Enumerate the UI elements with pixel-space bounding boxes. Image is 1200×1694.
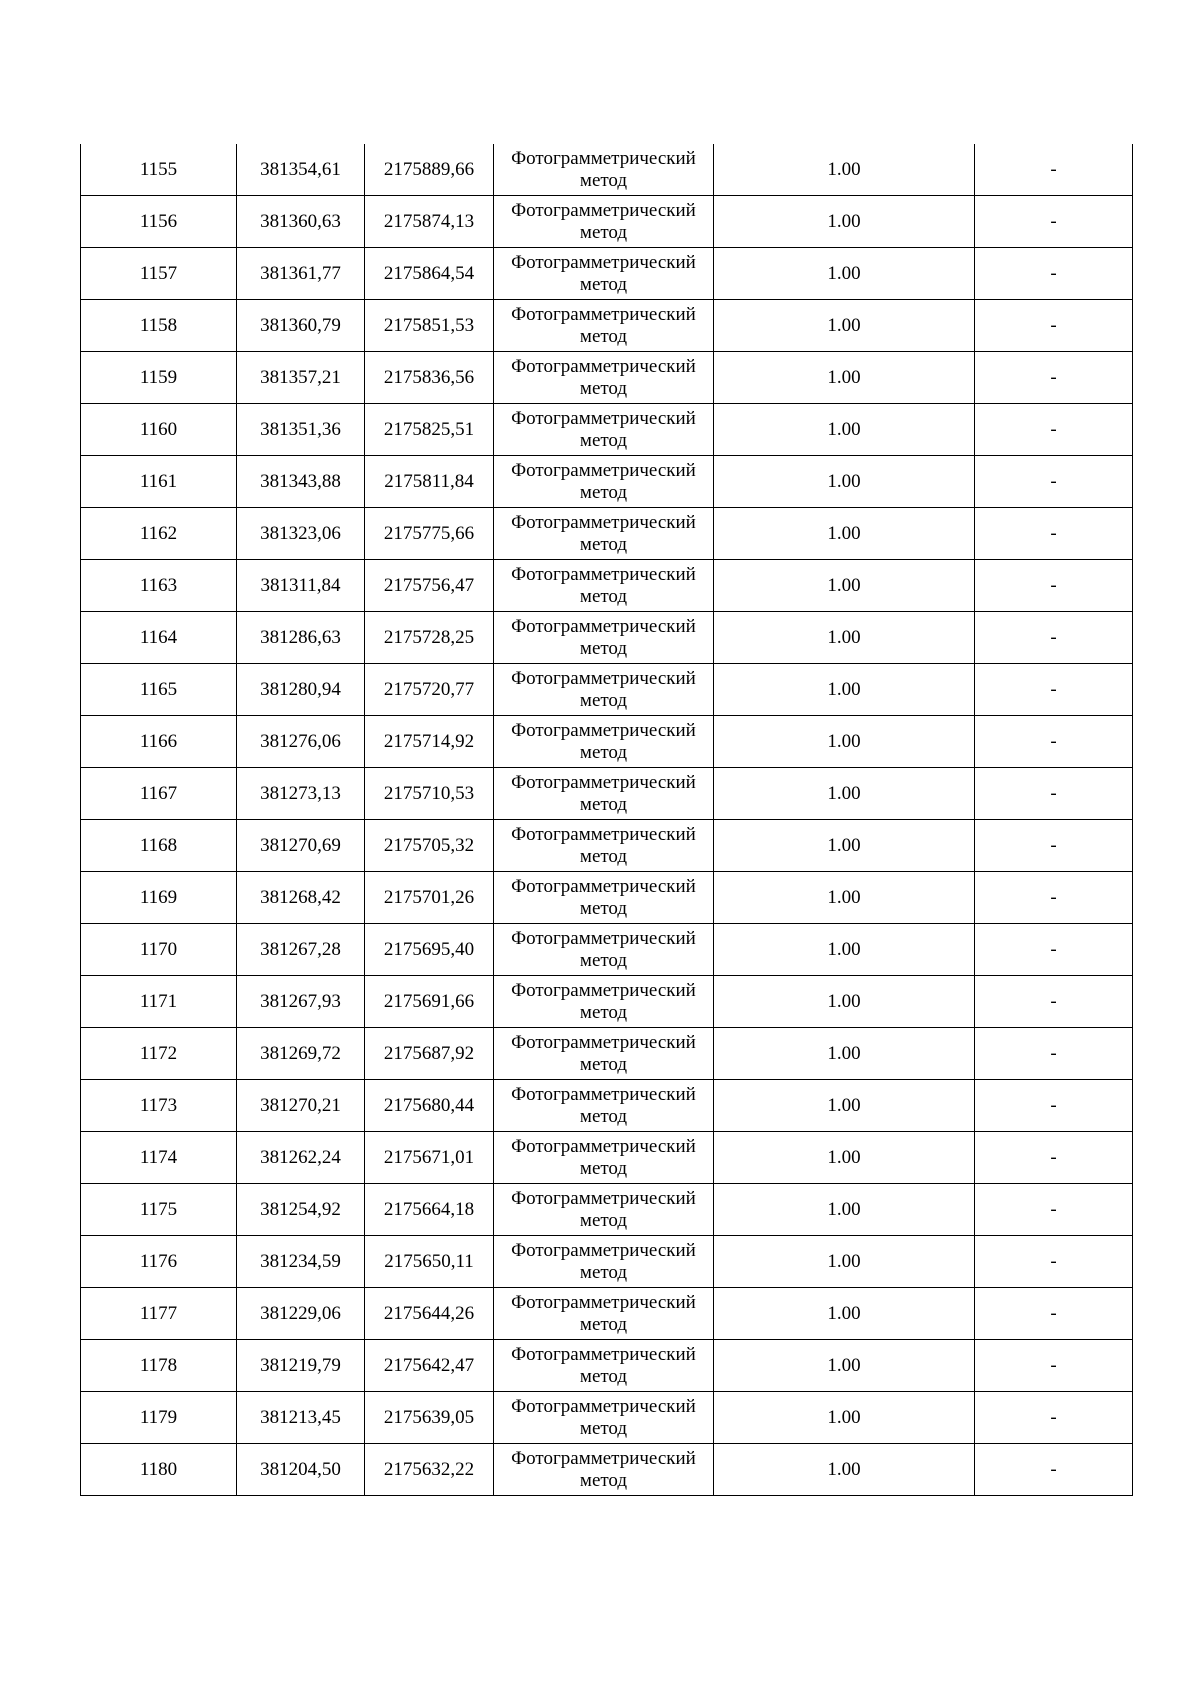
accuracy-cell: 1.00: [714, 1184, 975, 1236]
method-line-1: Фотограмметрический: [511, 303, 696, 325]
accuracy-cell: 1.00: [714, 820, 975, 872]
method-cell: [494, 352, 714, 404]
table-row: [81, 976, 1133, 1028]
note-cell: -: [975, 1132, 1133, 1184]
note-cell: -: [975, 560, 1133, 612]
x-coordinate-cell: 381354,61: [237, 144, 365, 196]
x-coordinate-cell: 381262,24: [237, 1132, 365, 1184]
x-coordinate-cell: 381311,84: [237, 560, 365, 612]
point-number-cell: 1178: [81, 1340, 237, 1392]
method-cell: [494, 1288, 714, 1340]
point-number-cell: 1173: [81, 1080, 237, 1132]
accuracy-cell: 1.00: [714, 300, 975, 352]
accuracy-cell: 1.00: [714, 560, 975, 612]
table-row: [81, 1080, 1133, 1132]
y-coordinate-cell: 2175664,18: [365, 1184, 494, 1236]
y-coordinate-cell: 2175705,32: [365, 820, 494, 872]
x-coordinate-cell: 381357,21: [237, 352, 365, 404]
method-line-1: Фотограмметрический: [511, 1083, 696, 1105]
note-cell: -: [975, 1184, 1133, 1236]
note-cell: -: [975, 976, 1133, 1028]
method-line-1: Фотограмметрический: [511, 667, 696, 689]
y-coordinate-cell: 2175710,53: [365, 768, 494, 820]
table-body: [81, 144, 1133, 1496]
note-cell: -: [975, 196, 1133, 248]
y-coordinate-cell: 2175874,13: [365, 196, 494, 248]
accuracy-cell: 1.00: [714, 1340, 975, 1392]
table-row: [81, 612, 1133, 664]
accuracy-cell: 1.00: [714, 1444, 975, 1496]
x-coordinate-cell: 381213,45: [237, 1392, 365, 1444]
method-line-1: Фотограмметрический: [511, 407, 696, 429]
method-cell: [494, 456, 714, 508]
method-cell: [494, 300, 714, 352]
accuracy-cell: 1.00: [714, 196, 975, 248]
table-row: [81, 1028, 1133, 1080]
method-line-2: метод: [579, 897, 628, 919]
x-coordinate-cell: 381234,59: [237, 1236, 365, 1288]
method-line-2: метод: [579, 741, 628, 763]
table-row: [81, 1288, 1133, 1340]
method-line-1: Фотограмметрический: [511, 511, 696, 533]
note-cell: -: [975, 1444, 1133, 1496]
method-line-1: Фотограмметрический: [511, 1239, 696, 1261]
method-cell: [494, 664, 714, 716]
x-coordinate-cell: 381270,69: [237, 820, 365, 872]
method-line-2: метод: [579, 1157, 628, 1179]
note-cell: -: [975, 716, 1133, 768]
method-cell: [494, 1236, 714, 1288]
method-cell: [494, 1340, 714, 1392]
method-cell: [494, 1444, 714, 1496]
table-row: [81, 508, 1133, 560]
method-line-1: Фотограмметрический: [511, 1447, 696, 1469]
method-line-2: метод: [579, 1001, 628, 1023]
accuracy-cell: 1.00: [714, 1236, 975, 1288]
method-line-1: Фотограмметрический: [511, 1187, 696, 1209]
point-number-cell: 1158: [81, 300, 237, 352]
point-number-cell: 1169: [81, 872, 237, 924]
method-line-2: метод: [579, 377, 628, 399]
method-line-1: Фотограмметрический: [511, 615, 696, 637]
x-coordinate-cell: 381204,50: [237, 1444, 365, 1496]
point-number-cell: 1162: [81, 508, 237, 560]
method-line-2: метод: [579, 585, 628, 607]
note-cell: -: [975, 1080, 1133, 1132]
y-coordinate-cell: 2175775,66: [365, 508, 494, 560]
note-cell: -: [975, 456, 1133, 508]
y-coordinate-cell: 2175864,54: [365, 248, 494, 300]
accuracy-cell: 1.00: [714, 1028, 975, 1080]
note-cell: -: [975, 248, 1133, 300]
point-number-cell: 1161: [81, 456, 237, 508]
note-cell: -: [975, 144, 1133, 196]
table-row: [81, 404, 1133, 456]
method-line-2: метод: [579, 325, 628, 347]
y-coordinate-cell: 2175632,22: [365, 1444, 494, 1496]
point-number-cell: 1172: [81, 1028, 237, 1080]
x-coordinate-cell: 381343,88: [237, 456, 365, 508]
note-cell: -: [975, 768, 1133, 820]
accuracy-cell: 1.00: [714, 1288, 975, 1340]
method-line-2: метод: [579, 1261, 628, 1283]
point-number-cell: 1179: [81, 1392, 237, 1444]
accuracy-cell: 1.00: [714, 768, 975, 820]
accuracy-cell: 1.00: [714, 1132, 975, 1184]
note-cell: -: [975, 1392, 1133, 1444]
x-coordinate-cell: 381351,36: [237, 404, 365, 456]
y-coordinate-cell: 2175639,05: [365, 1392, 494, 1444]
table-row: [81, 716, 1133, 768]
method-cell: [494, 508, 714, 560]
method-line-1: Фотограмметрический: [511, 355, 696, 377]
method-cell: [494, 872, 714, 924]
x-coordinate-cell: 381286,63: [237, 612, 365, 664]
note-cell: -: [975, 924, 1133, 976]
method-cell: [494, 820, 714, 872]
method-line-1: Фотограмметрический: [511, 1395, 696, 1417]
accuracy-cell: 1.00: [714, 508, 975, 560]
point-number-cell: 1174: [81, 1132, 237, 1184]
note-cell: -: [975, 872, 1133, 924]
method-cell: [494, 404, 714, 456]
note-cell: -: [975, 300, 1133, 352]
table-row: [81, 1236, 1133, 1288]
method-line-1: Фотограмметрический: [511, 875, 696, 897]
y-coordinate-cell: 2175701,26: [365, 872, 494, 924]
method-cell: [494, 976, 714, 1028]
accuracy-cell: 1.00: [714, 1392, 975, 1444]
method-cell: [494, 144, 714, 196]
method-line-2: метод: [579, 221, 628, 243]
method-line-1: Фотограмметрический: [511, 927, 696, 949]
accuracy-cell: 1.00: [714, 976, 975, 1028]
y-coordinate-cell: 2175851,53: [365, 300, 494, 352]
method-line-1: Фотограмметрический: [511, 1343, 696, 1365]
y-coordinate-cell: 2175756,47: [365, 560, 494, 612]
method-line-2: метод: [579, 793, 628, 815]
point-number-cell: 1176: [81, 1236, 237, 1288]
accuracy-cell: 1.00: [714, 612, 975, 664]
point-number-cell: 1160: [81, 404, 237, 456]
x-coordinate-cell: 381267,93: [237, 976, 365, 1028]
y-coordinate-cell: 2175720,77: [365, 664, 494, 716]
x-coordinate-cell: 381254,92: [237, 1184, 365, 1236]
x-coordinate-cell: 381361,77: [237, 248, 365, 300]
point-number-cell: 1163: [81, 560, 237, 612]
accuracy-cell: 1.00: [714, 352, 975, 404]
x-coordinate-cell: 381360,79: [237, 300, 365, 352]
table-row: [81, 248, 1133, 300]
table-row: [81, 820, 1133, 872]
table-row: [81, 352, 1133, 404]
method-line-2: метод: [579, 1417, 628, 1439]
method-cell: [494, 612, 714, 664]
note-cell: -: [975, 820, 1133, 872]
point-number-cell: 1171: [81, 976, 237, 1028]
coordinates-table: [80, 144, 1133, 1496]
table-row: [81, 144, 1133, 196]
y-coordinate-cell: 2175836,56: [365, 352, 494, 404]
table-row: [81, 1132, 1133, 1184]
method-cell: [494, 1392, 714, 1444]
point-number-cell: 1166: [81, 716, 237, 768]
y-coordinate-cell: 2175691,66: [365, 976, 494, 1028]
y-coordinate-cell: 2175650,11: [365, 1236, 494, 1288]
method-line-2: метод: [579, 481, 628, 503]
point-number-cell: 1157: [81, 248, 237, 300]
note-cell: -: [975, 404, 1133, 456]
x-coordinate-cell: 381276,06: [237, 716, 365, 768]
method-line-1: Фотограмметрический: [511, 199, 696, 221]
method-line-2: метод: [579, 533, 628, 555]
y-coordinate-cell: 2175644,26: [365, 1288, 494, 1340]
note-cell: -: [975, 1028, 1133, 1080]
method-line-1: Фотограмметрический: [511, 979, 696, 1001]
method-line-2: метод: [579, 637, 628, 659]
method-line-2: метод: [579, 949, 628, 971]
accuracy-cell: 1.00: [714, 872, 975, 924]
method-cell: [494, 768, 714, 820]
method-line-1: Фотограмметрический: [511, 1031, 696, 1053]
method-line-2: метод: [579, 429, 628, 451]
y-coordinate-cell: 2175687,92: [365, 1028, 494, 1080]
method-cell: [494, 1132, 714, 1184]
x-coordinate-cell: 381267,28: [237, 924, 365, 976]
point-number-cell: 1170: [81, 924, 237, 976]
table-row: [81, 1444, 1133, 1496]
method-line-2: метод: [579, 1053, 628, 1075]
note-cell: -: [975, 1236, 1133, 1288]
method-line-2: метод: [579, 845, 628, 867]
y-coordinate-cell: 2175671,01: [365, 1132, 494, 1184]
note-cell: -: [975, 508, 1133, 560]
accuracy-cell: 1.00: [714, 404, 975, 456]
x-coordinate-cell: 381219,79: [237, 1340, 365, 1392]
point-number-cell: 1159: [81, 352, 237, 404]
point-number-cell: 1165: [81, 664, 237, 716]
table-row: [81, 872, 1133, 924]
method-line-2: метод: [579, 1365, 628, 1387]
table-row: [81, 560, 1133, 612]
y-coordinate-cell: 2175680,44: [365, 1080, 494, 1132]
table-row: [81, 1392, 1133, 1444]
table-row: [81, 196, 1133, 248]
accuracy-cell: 1.00: [714, 664, 975, 716]
method-line-2: метод: [579, 689, 628, 711]
x-coordinate-cell: 381268,42: [237, 872, 365, 924]
y-coordinate-cell: 2175811,84: [365, 456, 494, 508]
method-cell: [494, 1080, 714, 1132]
x-coordinate-cell: 381270,21: [237, 1080, 365, 1132]
point-number-cell: 1168: [81, 820, 237, 872]
method-cell: [494, 716, 714, 768]
note-cell: -: [975, 1288, 1133, 1340]
x-coordinate-cell: 381323,06: [237, 508, 365, 560]
method-cell: [494, 1028, 714, 1080]
point-number-cell: 1155: [81, 144, 237, 196]
accuracy-cell: 1.00: [714, 248, 975, 300]
table-row: [81, 768, 1133, 820]
point-number-cell: 1164: [81, 612, 237, 664]
accuracy-cell: 1.00: [714, 716, 975, 768]
y-coordinate-cell: 2175889,66: [365, 144, 494, 196]
method-cell: [494, 248, 714, 300]
method-line-2: метод: [579, 1105, 628, 1127]
note-cell: -: [975, 1340, 1133, 1392]
point-number-cell: 1156: [81, 196, 237, 248]
accuracy-cell: 1.00: [714, 144, 975, 196]
note-cell: -: [975, 664, 1133, 716]
method-line-1: Фотограмметрический: [511, 459, 696, 481]
point-number-cell: 1175: [81, 1184, 237, 1236]
y-coordinate-cell: 2175695,40: [365, 924, 494, 976]
method-cell: [494, 196, 714, 248]
method-cell: [494, 560, 714, 612]
x-coordinate-cell: 381273,13: [237, 768, 365, 820]
x-coordinate-cell: 381280,94: [237, 664, 365, 716]
point-number-cell: 1180: [81, 1444, 237, 1496]
accuracy-cell: 1.00: [714, 924, 975, 976]
table-row: [81, 1184, 1133, 1236]
table-row: [81, 664, 1133, 716]
method-line-1: Фотограмметрический: [511, 251, 696, 273]
method-line-1: Фотограмметрический: [511, 719, 696, 741]
method-line-2: метод: [579, 1469, 628, 1491]
table-row: [81, 300, 1133, 352]
table-row: [81, 924, 1133, 976]
method-cell: [494, 924, 714, 976]
method-cell: [494, 1184, 714, 1236]
method-line-1: Фотограмметрический: [511, 1291, 696, 1313]
y-coordinate-cell: 2175714,92: [365, 716, 494, 768]
y-coordinate-cell: 2175825,51: [365, 404, 494, 456]
x-coordinate-cell: 381360,63: [237, 196, 365, 248]
note-cell: -: [975, 612, 1133, 664]
method-line-1: Фотограмметрический: [511, 563, 696, 585]
table-row: [81, 456, 1133, 508]
x-coordinate-cell: 381269,72: [237, 1028, 365, 1080]
method-line-2: метод: [579, 1313, 628, 1335]
method-line-2: метод: [579, 169, 628, 191]
accuracy-cell: 1.00: [714, 1080, 975, 1132]
method-line-1: Фотограмметрический: [511, 771, 696, 793]
y-coordinate-cell: 2175642,47: [365, 1340, 494, 1392]
method-line-2: метод: [579, 273, 628, 295]
x-coordinate-cell: 381229,06: [237, 1288, 365, 1340]
note-cell: -: [975, 352, 1133, 404]
method-line-1: Фотограмметрический: [511, 147, 696, 169]
method-line-1: Фотограмметрический: [511, 823, 696, 845]
point-number-cell: 1167: [81, 768, 237, 820]
table-row: [81, 1340, 1133, 1392]
accuracy-cell: 1.00: [714, 456, 975, 508]
y-coordinate-cell: 2175728,25: [365, 612, 494, 664]
method-line-2: метод: [579, 1209, 628, 1231]
method-line-1: Фотограмметрический: [511, 1135, 696, 1157]
point-number-cell: 1177: [81, 1288, 237, 1340]
